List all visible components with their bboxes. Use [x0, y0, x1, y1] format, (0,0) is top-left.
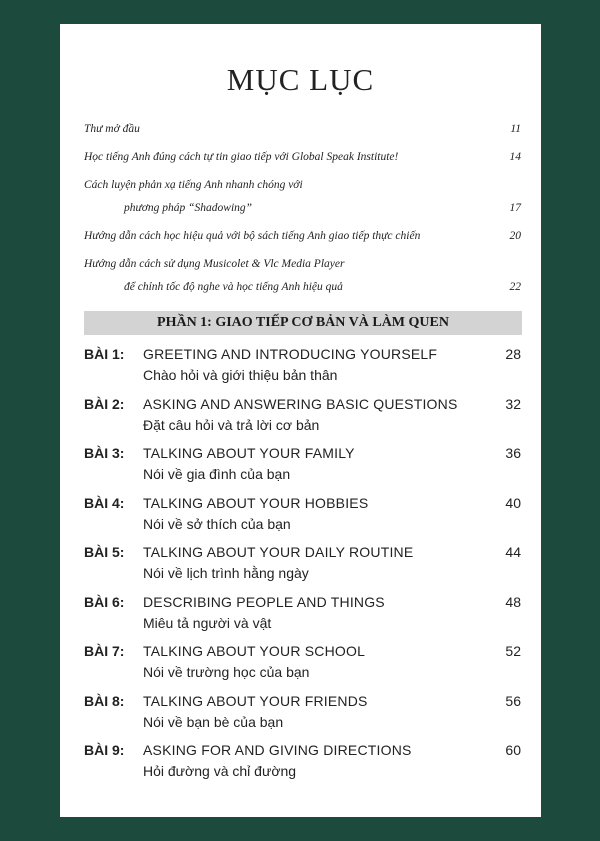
lesson-number: BÀI 1: — [84, 346, 125, 362]
intro-item-title: Hướng dẫn cách sử dụng Musicolet & Vlc Media Player — [84, 258, 345, 270]
lesson-title-en: TALKING ABOUT YOUR DAILY ROUTINE — [143, 544, 414, 560]
intro-item-page: 14 — [509, 151, 521, 163]
intro-item-page: 17 — [509, 202, 521, 214]
lesson-title-vi: Nói về bạn bè của bạn — [143, 713, 284, 730]
lesson-page: 40 — [505, 494, 521, 511]
lesson-number: BÀI 7: — [84, 643, 125, 659]
lesson-title-en: TALKING ABOUT YOUR HOBBIES — [143, 494, 369, 511]
lesson-page: 52 — [505, 643, 521, 659]
lesson-title-vi: Miêu tả người và vật — [143, 614, 272, 631]
lesson-title-en: TALKING ABOUT YOUR SCHOOL — [143, 643, 366, 659]
intro-item-title: Học tiếng Anh đúng cách tự tin giao tiếp với Global Speak Institute! — [84, 151, 399, 163]
lesson-title-vi: Nói về sở thích của bạn — [143, 515, 291, 532]
lesson-title-en: ASKING AND ANSWERING BASIC QUESTIONS — [143, 395, 458, 412]
lesson-page: 56 — [505, 692, 521, 709]
intro-item[interactable] — [84, 121, 521, 137]
intro-item-page: 11 — [510, 123, 521, 135]
lesson-number: BÀI 9: — [84, 742, 125, 758]
intro-item[interactable] — [84, 228, 521, 244]
intro-item-page: 22 — [509, 281, 521, 293]
intro-item-title-continued: phương pháp “Shadowing” — [124, 202, 253, 214]
lesson-title-vi: Nói về lịch trình hằng ngày — [143, 565, 309, 581]
intro-item-title: Cách luyện phản xạ tiếng Anh nhanh chóng với — [84, 179, 303, 191]
lesson-title-vi: Nói về trường học của bạn — [143, 664, 310, 680]
intro-list — [84, 121, 521, 307]
lesson-entry[interactable] — [84, 641, 521, 691]
intro-item[interactable] — [84, 256, 521, 295]
intro-item[interactable] — [84, 177, 521, 216]
lesson-number: BÀI 4: — [84, 494, 125, 511]
toc-page — [60, 24, 541, 817]
lesson-entry[interactable] — [84, 592, 521, 642]
lesson-title-en: TALKING ABOUT YOUR FAMILY — [143, 445, 355, 461]
lesson-title-vi: Đặt câu hỏi và trả lời cơ bản — [143, 416, 320, 433]
intro-item-title: Thư mở đầu — [84, 123, 140, 135]
lesson-title-en: GREETING AND INTRODUCING YOURSELF — [143, 346, 438, 362]
lesson-entry[interactable] — [84, 443, 521, 493]
section-header: PHẦN 1: GIAO TIẾP CƠ BẢN VÀ LÀM QUEN — [84, 311, 522, 335]
lesson-page: 48 — [505, 593, 521, 610]
lesson-page: 36 — [505, 445, 521, 461]
lesson-title-vi: Hỏi đường và chỉ đường — [143, 763, 297, 779]
intro-item-title: Hướng dẫn cách học hiệu quả với bộ sách tiếng Anh giao tiếp thực chiến — [84, 230, 421, 242]
lesson-entry[interactable] — [84, 394, 521, 444]
lesson-number: BÀI 3: — [84, 445, 125, 461]
lesson-page: 32 — [505, 395, 521, 412]
lesson-entry[interactable] — [84, 740, 521, 790]
lesson-title-en: TALKING ABOUT YOUR FRIENDS — [143, 692, 368, 709]
lesson-page: 28 — [505, 346, 521, 362]
lesson-number: BÀI 6: — [84, 593, 125, 610]
page-title: MỤC LỤC — [226, 62, 375, 97]
lesson-entry[interactable] — [84, 344, 521, 394]
lesson-list — [84, 344, 521, 790]
intro-item-title-continued: để chỉnh tốc độ nghe và học tiếng Anh hiệu quả — [124, 281, 343, 293]
intro-item[interactable] — [84, 149, 521, 165]
lesson-number: BÀI 5: — [84, 544, 125, 560]
lesson-entry[interactable] — [84, 542, 521, 592]
lesson-title-vi: Nói về gia đình của bạn — [143, 466, 291, 482]
intro-item-page: 20 — [509, 230, 521, 242]
lesson-page: 60 — [505, 742, 521, 758]
lesson-page: 44 — [505, 544, 521, 560]
lesson-entry[interactable] — [84, 493, 521, 543]
lesson-number: BÀI 8: — [84, 692, 125, 709]
lesson-title-en: DESCRIBING PEOPLE AND THINGS — [143, 593, 385, 610]
lesson-title-en: ASKING FOR AND GIVING DIRECTIONS — [143, 742, 412, 758]
lesson-title-vi: Chào hỏi và giới thiệu bản thân — [143, 367, 338, 383]
lesson-entry[interactable] — [84, 691, 521, 741]
lesson-number: BÀI 2: — [84, 395, 125, 412]
